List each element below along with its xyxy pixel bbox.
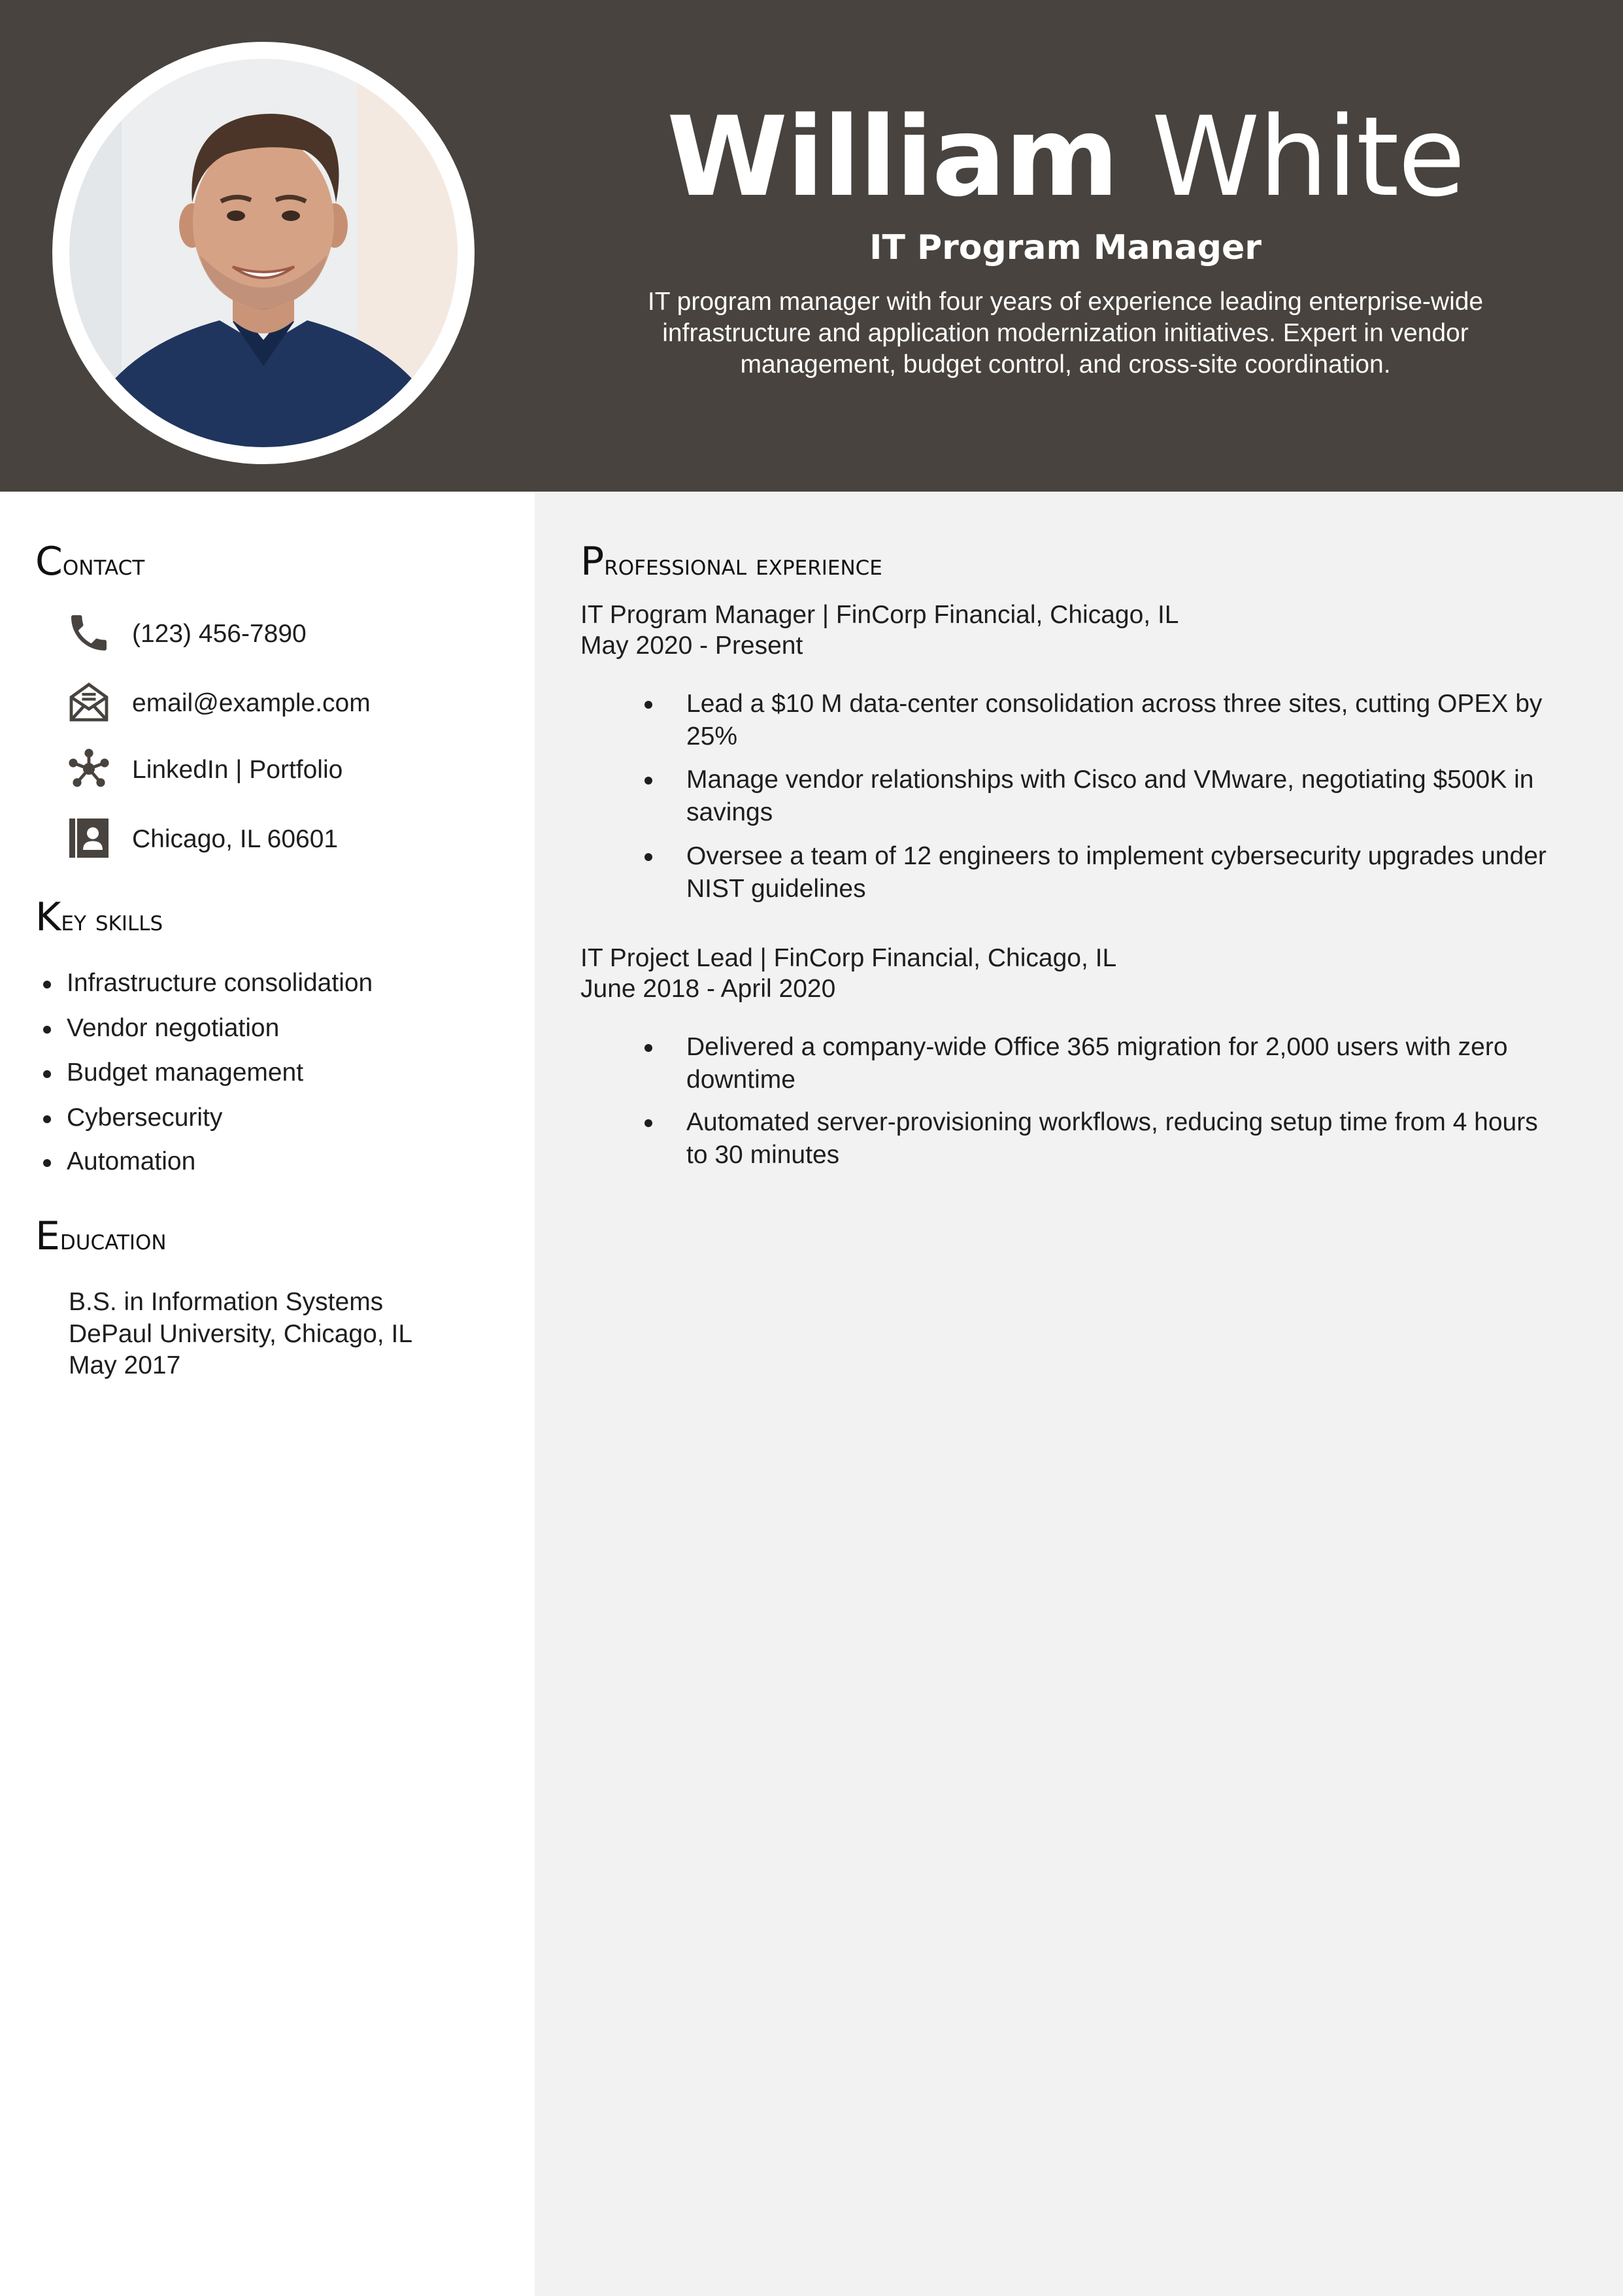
- job-bullet: Manage vendor relationships with Cisco and VMware, negotiating $500K in savings: [686, 764, 1562, 829]
- profile-photo: [69, 59, 458, 447]
- first-name: William: [667, 93, 1118, 221]
- education-date: May 2017: [69, 1351, 181, 1379]
- phone-icon: [65, 609, 118, 662]
- resume-header: [0, 0, 1623, 492]
- job-bullet: Delivered a company-wide Office 365 migration for 2,000 users with zero downtime: [686, 1031, 1562, 1096]
- phone-number: (123) 456-7890: [132, 620, 307, 648]
- skill-item: Infrastructure consolidation: [67, 968, 373, 999]
- skill-item: Automation: [67, 1146, 195, 1177]
- job-role: IT Program Manager | FinCorp Financial, Chicago, IL: [580, 601, 1179, 629]
- skill-item: Vendor negotiation: [67, 1013, 279, 1044]
- professional-summary: IT program manager with four years of experience leading enterprise-wide infrastructure and application modernization initiatives. Expert in vendor management, budget control, and cross-site coordination.: [647, 288, 1484, 379]
- contact-heading: Contact: [35, 539, 145, 584]
- education-degree: B.S. in Information Systems: [69, 1288, 384, 1316]
- profile-photo-frame: [52, 42, 475, 464]
- skill-item: Cybersecurity: [67, 1102, 222, 1134]
- experience-heading: Professional experience: [580, 539, 882, 584]
- right-column: [535, 492, 1623, 2296]
- job-bullet: Automated server-provisioning workflows, reducing setup time from 4 hours to 30 minutes: [686, 1106, 1562, 1172]
- job-bullet: Oversee a team of 12 engineers to implement cybersecurity upgrades under NIST guidelines: [686, 840, 1562, 905]
- network-icon: [65, 745, 118, 798]
- education-school: DePaul University, Chicago, IL: [69, 1320, 413, 1348]
- envelope-icon: [65, 679, 118, 731]
- job-dates: June 2018 - April 2020: [580, 975, 836, 1003]
- candidate-name: [614, 92, 1516, 222]
- education-heading: Education: [35, 1213, 167, 1259]
- skill-item: Budget management: [67, 1057, 303, 1089]
- last-name: White: [1151, 93, 1464, 221]
- key-skills-heading: Key skills: [35, 894, 163, 940]
- job-title: IT Program Manager: [869, 228, 1262, 267]
- linkedin-portfolio: LinkedIn | Portfolio: [132, 756, 343, 784]
- job-dates: May 2020 - Present: [580, 632, 803, 660]
- job-bullet: Lead a $10 M data-center consolidation across three sites, cutting OPEX by 25%: [686, 688, 1562, 753]
- email-address: email@example.com: [132, 689, 371, 717]
- location: Chicago, IL 60601: [132, 825, 339, 853]
- contact-card-icon: [65, 815, 118, 867]
- job-role: IT Project Lead | FinCorp Financial, Chicago, IL: [580, 944, 1117, 972]
